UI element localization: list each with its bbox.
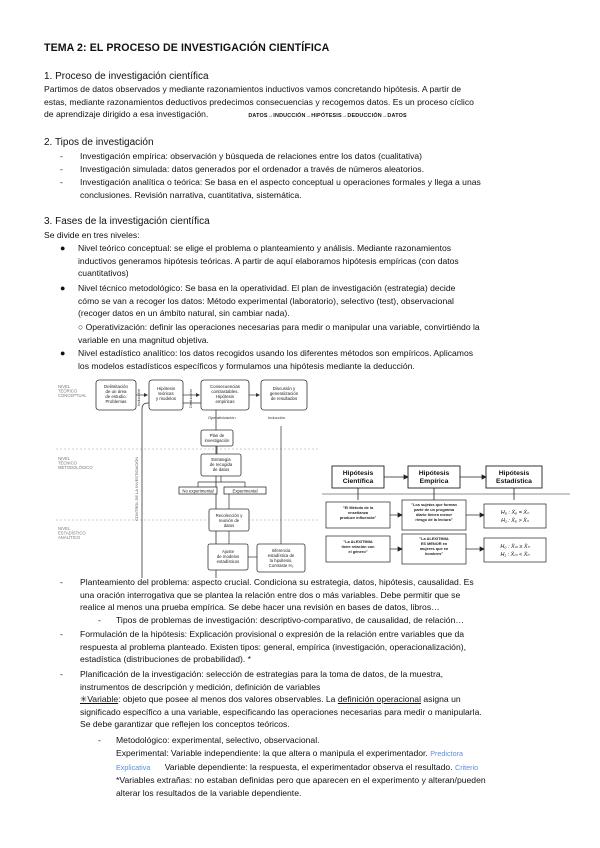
section-2-heading: 2. Tipos de investigación [44, 137, 154, 148]
svg-text:"La ALEXITIMIAtiene relación c: "La ALEXITIMIA tiene relación con el género" [341, 539, 375, 554]
svg-text:H₀ : X̄ₘ ≥ X̄ₕH₁ : X̄ₘ < X̄ₕ: H₀ : X̄ₘ ≥ X̄ₕ H₁ : X̄ₘ < X̄ₕ [500, 544, 530, 558]
svg-text:Estrategiade recogidade datos: Estrategia de recogida de datos [209, 457, 233, 472]
level-label: NIVEL TEÓRICO CONCEPTUAL [58, 384, 87, 398]
svg-text:Plan deinvestigación: Plan de investigación [204, 433, 230, 443]
svg-text:HipótesisEmpírica: Hipótesis Empírica [418, 470, 450, 485]
induccion-label: Inducción [268, 415, 286, 420]
svg-text:HipótesisEstadística: Hipótesis Estadística [496, 470, 532, 485]
svg-text:Delimitaciónde un áreade estud: Delimitación de un área de estudio. Problemas [104, 384, 128, 404]
list-item-planificacion: - Planificación de la investigación: selección de estrategias para la toma de datos, de la muestra, instrumentos de descripción y medición, definición de variables ✳Variable: objeto que posee al menos dos valores observables. La definición operacional asigna un significado específico a una variable, especificando las operaciones necesarias para medir o manipularla. Se debe garantizar que reflejen los conceptos teóricos. [60, 669, 482, 730]
document-title: TEMA 2: EL PROCESO DE INVESTIGACIÓN CIENTÍFICA [44, 42, 330, 54]
bullet-item: ● Nivel teórico conceptual: se elige el problema o planteamiento y análisis. Mediante razonamientos inductivos generamos hipótesis teóricas. A partir de aquí elaboramos hipótesis empíricas (con datos cuantitativos) [60, 243, 459, 279]
definicion-operacional: definición operacional [337, 694, 421, 705]
variable-label: ✳Variable [80, 694, 119, 705]
paragraph-line: Partimos de datos observados y mediante razonamientos inductivos vamos concretando hipótesis. A partir de [44, 84, 462, 94]
bullet-item: ● Nivel técnico metodológico: Se basa en la operatividad. El plan de investigación (estrategia) decide cómo se van a recoger los datos: Método experimental (laboratorio), selectivo (test), observacional (recoger datos en un ámbito natural, sin cambiar nada). [60, 283, 456, 319]
tag-explicativa: Explicativa [116, 762, 151, 772]
svg-text:H₀ : X̄ₑ = X̄ₙH₁ : X̄ₑ > X̄ₙ: H₀ : X̄ₑ = X̄ₙ H₁ : X̄ₑ > X̄ₙ [500, 510, 530, 524]
sub-list-item-metodologico: - Metodológico: experimental, selectivo, observacional. [98, 735, 320, 745]
section-1-heading: 1. Proceso de investigación científica [44, 71, 209, 82]
sub-item-operativizacion: ○ Operativización: definir las operaciones necesarias para medir o manipular una variable, convirtiéndo la variable en una magnitud objetiva. [78, 322, 480, 345]
list-item: - Investigación empírica: observación y búsqueda de relaciones entre los datos (cualitativa) [60, 151, 423, 161]
arrow-icon [404, 475, 408, 479]
hyp-box [484, 504, 546, 528]
paragraph-text: de aprendizaje dirigido a esa investigación. [44, 109, 209, 120]
arrow-icon [482, 475, 486, 479]
svg-text:Hipótesisteóricasy modelos: Hipótesis teóricas y modelos [155, 386, 177, 401]
svg-text:Consecuenciascontrastables.Hip: Consecuencias contrastables. Hipótesis empíricas [209, 384, 241, 404]
process-diagram [56, 376, 318, 578]
svg-text:"La ALEXITIMIAES MENOR enmujer: "La ALEXITIMIA ES MENOR en mujeres que en hombres" [419, 536, 449, 556]
experimental-lines: Experimental: Variable independiente: la que altera o manipula el experimentador. Predictora Explicativa Variable dependiente: la respuesta, el experimentador observa el resultado. Criterio *Variables extrañas: no estaban definidas pero que aparecen en el experimento y alteran/pueden alterar los resultados de la variable dependiente. [116, 748, 486, 798]
section-3-intro: Se divide en tres niveles: [44, 230, 140, 240]
section-3-heading: 3. Fases de la investigación científica [44, 216, 210, 227]
svg-text:Recolección yreunión dedatos: Recolección y reunión de datos [215, 513, 243, 528]
svg-text:"Los sujetos que formanparte d: "Los sujetos que forman parte de un programa diario tienen menor riesgo de la lectura" [411, 502, 457, 522]
svg-text:No experimental: No experimental [182, 488, 214, 494]
section-1-paragraph [44, 83, 560, 123]
operativizacion-label: Operativización [208, 415, 236, 420]
paragraph-line [44, 108, 560, 123]
hyp-box [484, 538, 546, 562]
sub-list-item: - Tipos de problemas de investigación: descriptivo-comparativo, de causalidad, de relación… [98, 615, 464, 625]
list-item: - Investigación analítica o teórica: Se basa en el aspecto conceptual u operaciones formales y llega a unas conclusiones. Revisión narrativa, cuantitativa, sistemática. [60, 177, 481, 200]
list-item: - Investigación simulada: datos generados por el ordenador a través de números aleatorios. [60, 164, 424, 174]
deduccion-label: Deducción [188, 389, 193, 408]
paragraph-line: estas, mediante razonamientos deductivos predecimos consecuencias y recogemos datos. Es un proceso cíclico [44, 96, 474, 107]
level-label: NIVEL TÉCNICO METODOLÓGICO [58, 456, 93, 470]
flow-formula: DATOS→INDUCCIÓN→HIPÓTESIS→DEDUCCIÓN→DATOS [248, 113, 407, 120]
svg-text:"El Método de laenseñanzaprodu: "El Método de la enseñanza produce influencia" [339, 505, 377, 520]
hypothesis-diagram [318, 464, 574, 584]
svg-text:HipótesisCientífica: Hipótesis Científica [342, 470, 374, 485]
list-item-planteamiento: - Planteamiento del problema: aspecto crucial. Condiciona su estrategia, datos, hipótesis, causalidad. Es una oración interrogativa que se plantea la relación entre dos o más variables. Debe permitir que se realice al menos una prueba empírica. Se debe hacer una revisión en bases de datos, libros… [60, 577, 474, 613]
arrow-icon [144, 393, 148, 397]
level-label: NIVEL ESTADÍSTICO ANALÍTICO [58, 526, 86, 540]
svg-text:Discusión ygeneralizaciónde re: Discusión y generalización de resultados [269, 386, 299, 401]
tag-predictora: Predictora [430, 749, 463, 758]
svg-text:Inferenciaestadística dela hip: Inferencia estadística de la hipótesis. Contraste H₀ [267, 548, 295, 568]
bullet-item: ● Nivel estadístico analítico: los datos recogidos usando los diferentes métodos son empíricos. Aplicamos los modelos estadísticos específicos y formulamos una hipótesis mediante la deducción. [60, 348, 474, 371]
arrow-icon [256, 393, 260, 397]
tag-criterio: Criterio [455, 762, 479, 772]
vertical-label: CONTROL DE LA INVESTIGACIÓN [134, 456, 139, 521]
list-item-hipotesis: - Formulación de la hipótesis: Explicación provisional o expresión de la relación entre variables que da respuesta al problema planteado. Existen tipos: general, empírica (investigación, operacionalización), estadística (distribuciones de probabilidad). * [60, 629, 466, 665]
arrow-icon [196, 393, 200, 397]
induccion-label: Inducción [136, 388, 141, 406]
svg-text:Experimental: Experimental [232, 488, 258, 494]
svg-text:Ajustede modelosestadísticos: Ajuste de modelos estadísticos [216, 549, 240, 564]
